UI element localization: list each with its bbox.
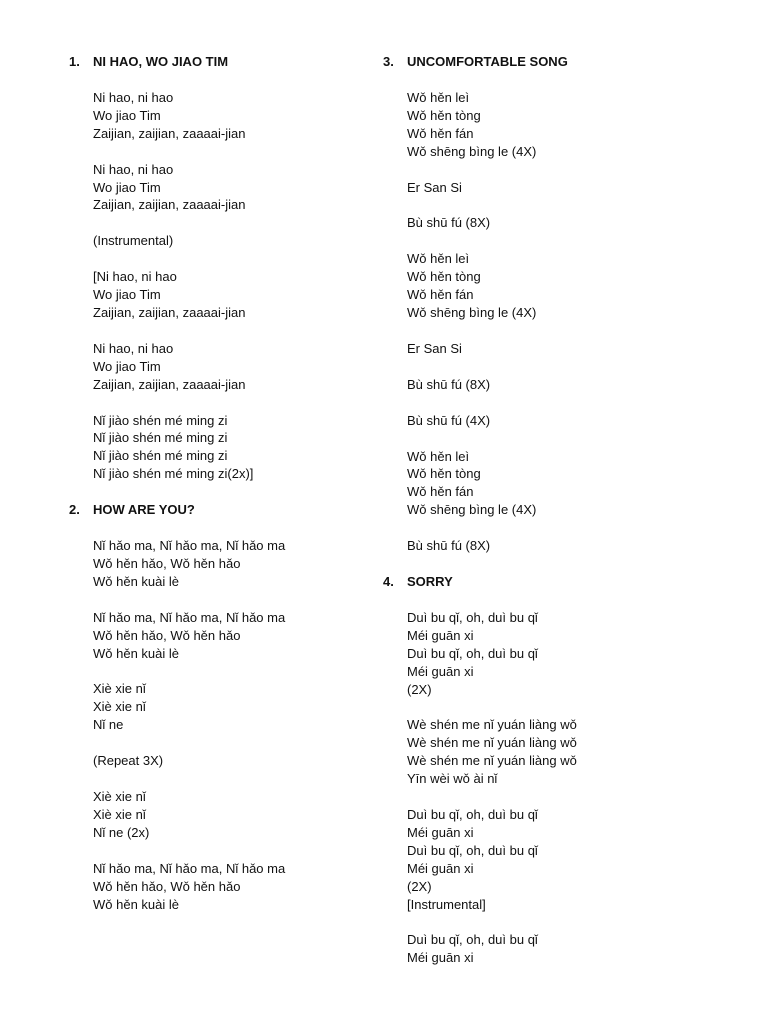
lyric-stanza	[407, 412, 713, 430]
lyric-line: Bù shū fú (4X)	[407, 412, 491, 428]
lyric-stanza	[93, 340, 369, 394]
lyric-line: Wo jiao Tim	[93, 107, 161, 123]
lyric-stanza	[93, 752, 369, 770]
lyric-line: Zaijian, zaijian, zaaaai-jian	[93, 305, 246, 321]
lyric-line: Zaijian, zaijian, zaaaai-jian	[93, 125, 246, 141]
lyric-stanza	[93, 89, 369, 143]
song-number: 4.	[383, 574, 394, 590]
lyric-stanza	[407, 250, 713, 322]
lyric-line: Zaijian, zaijian, zaaaai-jian	[93, 376, 246, 392]
lyric-line: Bù shū fú (8X)	[407, 538, 491, 554]
lyric-line: Ni hao, ni hao	[93, 161, 174, 177]
lyric-line: Duì bu qǐ, oh, duì bu qǐ	[407, 932, 538, 948]
lyric-line: Wǒ hěn hǎo, Wǒ hěn hǎo	[93, 556, 241, 572]
lyric-stanza	[407, 448, 713, 520]
song-title-text: SORRY	[407, 574, 453, 590]
lyric-line: Méi guān xi	[407, 663, 474, 679]
lyric-line: (2X)	[407, 878, 432, 894]
lyric-line: [Instrumental]	[407, 896, 486, 912]
lyric-line: Ni hao, ni hao	[93, 340, 174, 356]
lyric-line: Wǒ shēng bìng le (4X)	[407, 143, 537, 159]
lyric-line: Nǐ jiào shén mé ming zi	[93, 412, 228, 428]
lyric-line: Bù shū fú (8X)	[407, 215, 491, 231]
lyric-line: Wǒ shēng bìng le (4X)	[407, 502, 537, 518]
lyric-stanza	[407, 89, 713, 161]
lyric-line: Xiè xie nǐ	[93, 699, 146, 715]
lyric-line: Wǒ hěn kuài lè	[93, 573, 179, 589]
lyric-line: Bù shū fú (8X)	[407, 376, 491, 392]
lyric-stanza	[93, 609, 369, 663]
lyric-line: (2X)	[407, 681, 432, 697]
lyric-line: Duì bu qǐ, oh, duì bu qǐ	[407, 842, 538, 858]
lyric-line: Wǒ hěn kuài lè	[93, 896, 179, 912]
song-number: 1.	[69, 54, 80, 69]
lyric-stanza	[93, 232, 369, 250]
lyric-line: Wǒ hěn leì	[407, 90, 470, 105]
lyric-stanza	[407, 376, 713, 394]
lyric-stanza	[93, 537, 369, 591]
lyric-line: Zaijian, zaijian, zaaaai-jian	[93, 197, 246, 213]
lyric-line: Nǐ jiào shén mé ming zi	[93, 430, 228, 446]
lyric-stanza	[93, 268, 369, 322]
lyric-stanza	[407, 931, 713, 967]
lyric-stanza	[407, 537, 713, 555]
lyric-line: Nǐ hǎo ma, Nǐ hǎo ma, Nǐ hǎo ma	[93, 609, 286, 625]
lyric-line: Wǒ hěn fán	[407, 287, 474, 303]
song-number: 3.	[383, 54, 394, 69]
lyric-stanza	[93, 412, 369, 484]
lyric-stanza	[93, 788, 369, 842]
lyric-line: Yīn wèi wǒ ài nǐ	[407, 771, 498, 787]
lyric-line: Wǒ hěn tòng	[407, 466, 481, 482]
lyric-line: Nǐ ne (2x)	[93, 824, 150, 840]
lyric-line: Wè shén me nǐ yuán liàng wǒ	[407, 735, 577, 751]
lyric-line: Méi guān xi	[407, 950, 474, 966]
lyric-line: Méi guān xi	[407, 627, 474, 643]
lyric-stanza	[407, 340, 713, 358]
lyric-stanza	[407, 214, 713, 232]
lyric-stanza	[407, 806, 713, 913]
lyric-line: Méi guān xi	[407, 860, 474, 876]
lyric-stanza	[93, 860, 369, 914]
song-title-text: NI HAO, WO JIAO TIM	[93, 54, 229, 69]
lyric-line: Wo jiao Tim	[93, 179, 161, 195]
lyric-line: Nǐ ne	[93, 717, 124, 733]
lyric-line: Duì bu qǐ, oh, duì bu qǐ	[407, 645, 538, 661]
lyric-line: Wǒ hěn leì	[407, 251, 470, 267]
lyric-line: Xiè xie nǐ	[93, 681, 146, 697]
lyric-line: Nǐ hǎo ma, Nǐ hǎo ma, Nǐ hǎo ma	[93, 538, 286, 554]
lyric-line: Wǒ hěn leì	[407, 448, 470, 464]
lyric-line: Er San Si	[407, 179, 462, 195]
lyric-line: Xiè xie nǐ	[93, 806, 146, 822]
lyric-line: Wǒ hěn fán	[407, 484, 474, 500]
right-column	[383, 53, 713, 967]
lyric-line: Wǒ hěn kuài lè	[93, 645, 179, 661]
left-column	[69, 53, 369, 913]
song-title	[383, 53, 713, 71]
song-title	[69, 501, 369, 519]
lyric-line: Wǒ hěn tòng	[407, 107, 481, 123]
lyric-line: Nǐ hǎo ma, Nǐ hǎo ma, Nǐ hǎo ma	[93, 860, 286, 876]
lyric-line: Wǒ hěn hǎo, Wǒ hěn hǎo	[93, 627, 241, 643]
lyric-line: Wo jiao Tim	[93, 287, 161, 303]
lyric-line: Duì bu qǐ, oh, duì bu qǐ	[407, 807, 538, 823]
song-title-text: HOW ARE YOU?	[93, 502, 195, 518]
song-title	[69, 53, 369, 71]
lyric-line: Wè shén me nǐ yuán liàng wǒ	[407, 717, 577, 733]
lyric-line: Duì bu qǐ, oh, duì bu qǐ	[407, 610, 538, 626]
lyric-line: Xiè xie nǐ	[93, 789, 146, 805]
lyric-stanza	[407, 179, 713, 197]
lyric-stanza	[407, 609, 713, 698]
song-number: 2.	[69, 502, 80, 518]
lyric-stanza	[407, 716, 713, 788]
lyric-line: (Instrumental)	[93, 233, 174, 249]
lyric-line: (Repeat 3X)	[93, 753, 164, 769]
lyric-line: Wǒ hěn tòng	[407, 269, 481, 285]
lyric-line: Wǒ hěn fán	[407, 125, 474, 141]
lyric-line: Ni hao, ni hao	[93, 90, 174, 105]
song-title-text: UNCOMFORTABLE SONG	[407, 54, 568, 69]
lyric-line: Nǐ jiào shén mé ming zi(2x)]	[93, 466, 254, 482]
lyric-stanza	[93, 680, 369, 734]
lyric-line: Wo jiao Tim	[93, 358, 161, 374]
lyric-stanza	[93, 161, 369, 215]
lyric-line: Nǐ jiào shén mé ming zi	[93, 448, 228, 464]
lyric-line: [Ni hao, ni hao	[93, 269, 177, 285]
lyric-line: Wǒ hěn hǎo, Wǒ hěn hǎo	[93, 878, 241, 894]
lyric-line: Wè shén me nǐ yuán liàng wǒ	[407, 753, 577, 769]
lyric-line: Méi guān xi	[407, 824, 474, 840]
lyric-line: Wǒ shēng bìng le (4X)	[407, 305, 537, 321]
song-title	[383, 573, 713, 591]
lyric-line: Er San Si	[407, 340, 462, 356]
